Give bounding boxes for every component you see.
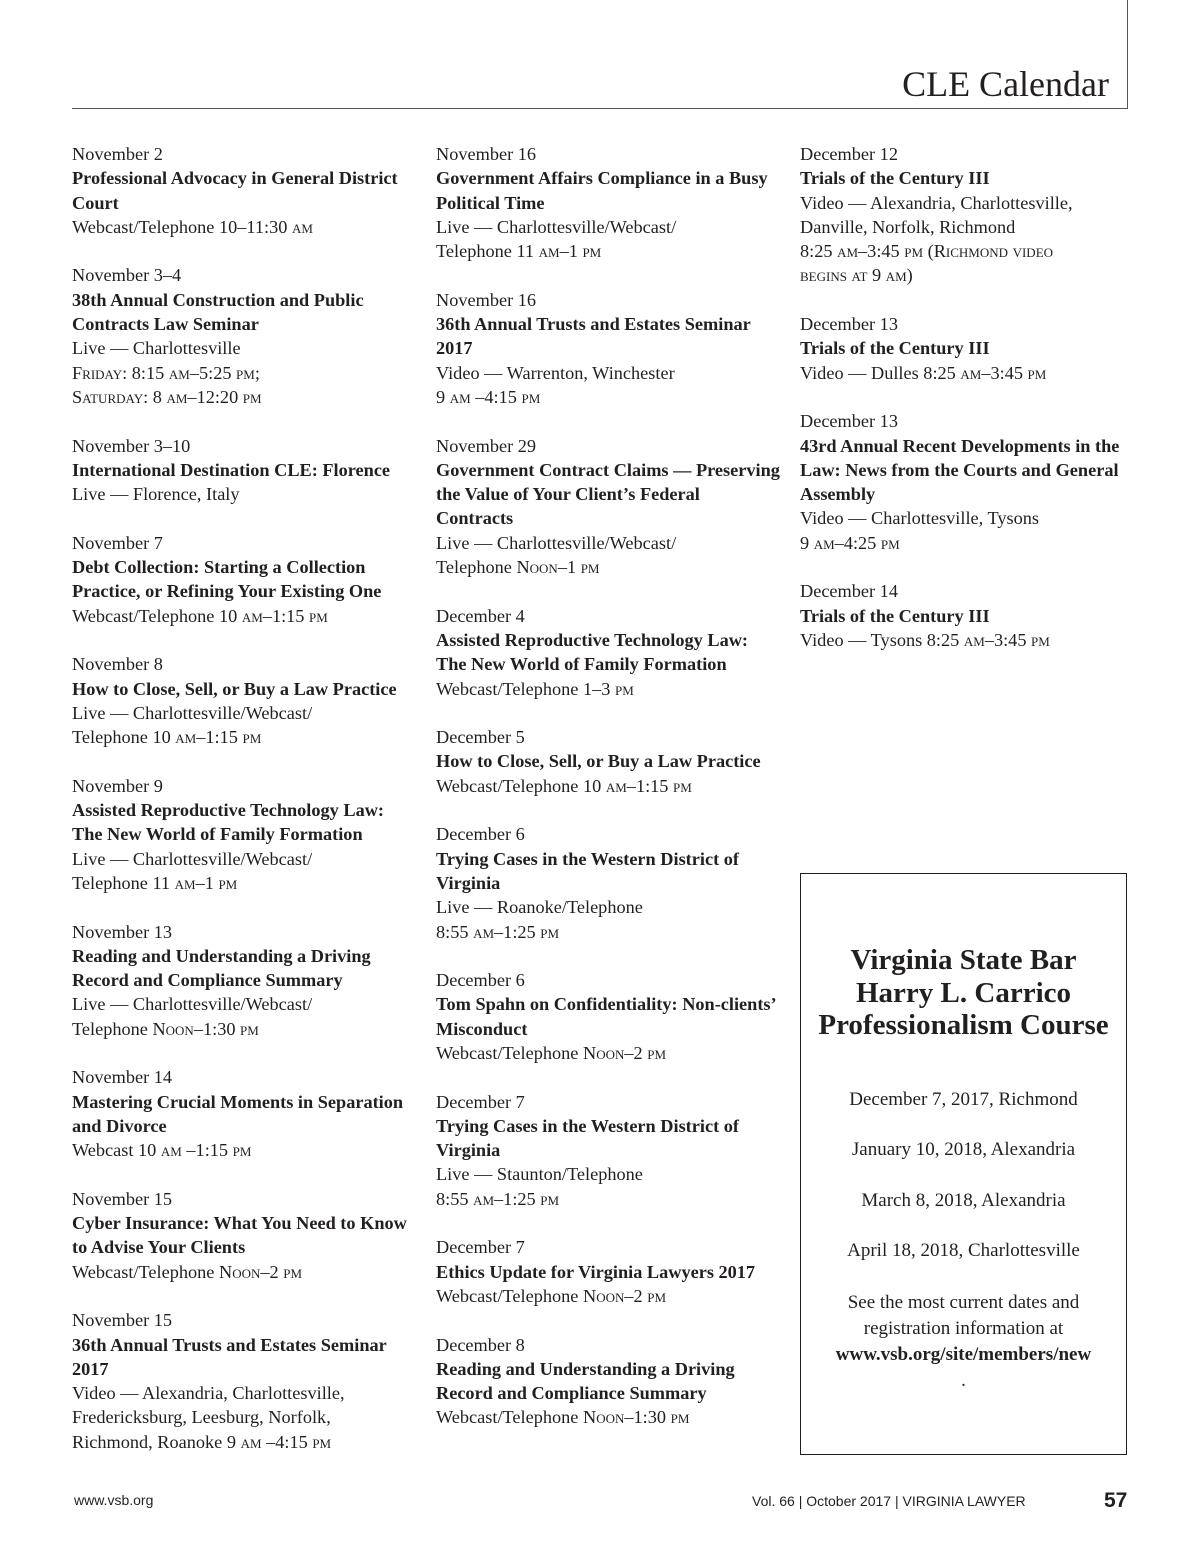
calendar-column-1 bbox=[72, 142, 417, 1478]
event-detail: Telephone 11 am–1 pm bbox=[436, 241, 602, 262]
event-detail: Video — Alexandria, Charlottesville, bbox=[800, 192, 1073, 213]
page-number: 57 bbox=[1104, 1489, 1128, 1512]
registration-link[interactable]: www.vsb.org/site/members/new bbox=[835, 1343, 1092, 1365]
event-date: November 16 bbox=[436, 289, 537, 310]
event-date: November 16 bbox=[436, 144, 537, 164]
event-detail: Video — Dulles 8:25 am–3:45 pm bbox=[800, 362, 1047, 383]
calendar-event bbox=[72, 531, 417, 628]
event-detail: Live — Charlottesville/Webcast/ bbox=[72, 994, 313, 1015]
event-title: How to Close, Sell, or Buy a Law Practice bbox=[72, 678, 397, 699]
event-detail: Video — Charlottesville, Tysons bbox=[800, 508, 1039, 529]
event-detail: Danville, Norfolk, Richmond bbox=[800, 216, 1016, 237]
event-date: November 29 bbox=[436, 435, 537, 456]
event-detail: Live — Florence, Italy bbox=[72, 484, 240, 505]
event-detail: Webcast/Telephone 10 am–1:15 pm bbox=[72, 605, 328, 626]
event-title: Assisted Reproductive Technology Law: The New World of Family Formation bbox=[436, 629, 748, 675]
event-date: November 2 bbox=[72, 144, 163, 164]
event-detail: begins at 9 am) bbox=[800, 265, 913, 286]
event-date: November 13 bbox=[72, 921, 173, 942]
event-title: International Destination CLE: Florence bbox=[72, 459, 391, 480]
event-detail: Webcast/Telephone Noon–2 pm bbox=[436, 1285, 667, 1306]
box-note bbox=[801, 1290, 1126, 1394]
event-date: December 12 bbox=[800, 144, 898, 164]
event-detail: Fredericksburg, Leesburg, Norfolk, bbox=[72, 1407, 331, 1428]
event-date: December 6 bbox=[436, 970, 525, 991]
box-title-line: Virginia State Bar bbox=[850, 944, 1077, 976]
event-title: Debt Collection: Starting a Collection Practice, or Refining Your Existing One bbox=[72, 557, 382, 602]
event-detail: Telephone 10 am–1:15 pm bbox=[72, 727, 262, 748]
event-date: November 9 bbox=[72, 775, 163, 796]
event-title: Government Contract Claims — Preserving the Value of Your Client’s Federal Contracts bbox=[436, 459, 780, 529]
event-detail: Richmond, Roanoke 9 am –4:15 pm bbox=[72, 1431, 332, 1452]
header-rule bbox=[72, 108, 1128, 109]
event-date: December 8 bbox=[436, 1334, 525, 1355]
calendar-event bbox=[72, 774, 417, 895]
box-note-line: registration information at bbox=[863, 1317, 1064, 1339]
box-note-line: See the most current dates and bbox=[847, 1291, 1080, 1313]
event-date: December 5 bbox=[436, 727, 525, 748]
event-detail: Webcast/Telephone Noon–2 pm bbox=[72, 1261, 303, 1282]
event-detail: Webcast 10 am –1:15 pm bbox=[72, 1140, 252, 1161]
event-title: Trying Cases in the Western District of Virginia bbox=[436, 1115, 739, 1161]
event-detail: Saturday: 8 am–12:20 pm bbox=[72, 386, 262, 407]
footer-site[interactable]: www.vsb.org bbox=[74, 1492, 154, 1508]
calendar-event bbox=[436, 604, 781, 701]
calendar-event bbox=[436, 434, 781, 580]
course-date: December 7, 2017, Richmond bbox=[849, 1088, 1078, 1110]
event-detail: 9 am–4:25 pm bbox=[800, 532, 900, 553]
event-title: Assisted Reproductive Technology Law: The New World of Family Formation bbox=[72, 800, 384, 845]
event-detail: Webcast/Telephone Noon–2 pm bbox=[436, 1042, 667, 1063]
box-title bbox=[801, 944, 1126, 1042]
event-title: Trying Cases in the Western District of Virginia bbox=[436, 848, 739, 893]
event-detail: 8:55 am–1:25 pm bbox=[436, 921, 560, 942]
calendar-event bbox=[72, 263, 417, 409]
event-date: December 4 bbox=[436, 605, 525, 626]
event-title: 36th Annual Trusts and Estates Seminar 2017 bbox=[72, 1334, 387, 1379]
event-title: 38th Annual Construction and Public Contracts Law Seminar bbox=[72, 289, 364, 335]
course-date: January 10, 2018, Alexandria bbox=[851, 1139, 1076, 1160]
calendar-event bbox=[800, 409, 1130, 555]
event-detail: Video — Alexandria, Charlottesville, bbox=[72, 1383, 345, 1404]
box-title-line: Professionalism Course bbox=[818, 1009, 1109, 1041]
event-title: Trials of the Century III bbox=[800, 605, 990, 626]
event-date: November 3–4 bbox=[72, 265, 182, 286]
event-title: 43rd Annual Recent Developments in the Law: News from the Courts and General Assembly bbox=[800, 435, 1120, 505]
event-title: Trials of the Century III bbox=[800, 338, 990, 359]
event-detail: 8:25 am–3:45 pm (Richmond video bbox=[800, 241, 1054, 262]
footer-issue: Vol. 66 | October 2017 | VIRGINIA LAWYER bbox=[752, 1493, 1026, 1509]
calendar-event bbox=[72, 1308, 417, 1454]
event-detail: Live — Charlottesville/Webcast/ bbox=[436, 532, 677, 553]
calendar-event bbox=[436, 142, 781, 263]
event-date: November 14 bbox=[72, 1067, 173, 1088]
event-title: Government Affairs Compliance in a Busy Political Time bbox=[436, 168, 768, 213]
event-detail: Live — Roanoke/Telephone bbox=[436, 897, 643, 918]
event-title: Professional Advocacy in General District Court bbox=[72, 168, 398, 213]
event-detail: Telephone 11 am–1 pm bbox=[72, 872, 238, 893]
calendar-event bbox=[436, 725, 781, 798]
calendar-event bbox=[436, 1235, 781, 1308]
event-title: Mastering Crucial Moments in Separation and Divorce bbox=[72, 1091, 404, 1136]
course-date: March 8, 2018, Alexandria bbox=[861, 1189, 1066, 1211]
event-detail: Live — Charlottesville/Webcast/ bbox=[72, 702, 313, 723]
event-detail: Telephone Noon–1:30 pm bbox=[72, 1018, 259, 1039]
event-detail: Video — Tysons 8:25 am–3:45 pm bbox=[800, 629, 1050, 650]
page-title: CLE Calendar bbox=[902, 64, 1109, 104]
calendar-event bbox=[72, 142, 417, 239]
calendar-event bbox=[800, 312, 1130, 385]
event-detail: Webcast/Telephone 10 am–1:15 pm bbox=[436, 775, 692, 796]
box-note-period: . bbox=[961, 1369, 966, 1391]
event-detail: Live — Staunton/Telephone bbox=[436, 1164, 643, 1185]
event-detail: Webcast/Telephone 10–11:30 am bbox=[72, 216, 313, 237]
event-title: Ethics Update for Virginia Lawyers 2017 bbox=[436, 1261, 756, 1282]
event-detail: Live — Charlottesville bbox=[72, 338, 241, 359]
calendar-event bbox=[436, 968, 781, 1065]
event-detail: Friday: 8:15 am–5:25 pm; bbox=[72, 362, 260, 383]
calendar-event bbox=[436, 1333, 781, 1430]
header-vertical-rule bbox=[1127, 0, 1128, 108]
event-date: December 13 bbox=[800, 314, 898, 335]
calendar-event bbox=[800, 142, 1130, 288]
professionalism-course-box bbox=[800, 873, 1127, 1455]
event-detail: Video — Warrenton, Winchester bbox=[436, 362, 675, 383]
event-title: Cyber Insurance: What You Need to Know to Advise Your Clients bbox=[72, 1213, 407, 1258]
event-date: December 7 bbox=[436, 1237, 525, 1258]
event-date: December 6 bbox=[436, 824, 525, 845]
event-title: Reading and Understanding a Driving Record and Compliance Summary bbox=[72, 945, 371, 991]
event-detail: Telephone Noon–1 pm bbox=[436, 557, 600, 578]
calendar-column-3 bbox=[800, 142, 1130, 677]
event-date: November 3–10 bbox=[72, 435, 191, 456]
calendar-event bbox=[436, 822, 781, 943]
event-title: Trials of the Century III bbox=[800, 168, 990, 189]
event-detail: Live — Charlottesville/Webcast/ bbox=[72, 848, 313, 869]
calendar-event bbox=[436, 288, 781, 409]
event-title: How to Close, Sell, or Buy a Law Practice bbox=[436, 751, 761, 772]
calendar-event bbox=[800, 579, 1130, 652]
calendar-event bbox=[436, 1090, 781, 1211]
calendar-event bbox=[72, 1187, 417, 1284]
calendar-event bbox=[72, 434, 417, 507]
event-detail: 9 am –4:15 pm bbox=[436, 386, 541, 407]
calendar-event bbox=[72, 652, 417, 749]
event-detail: Webcast/Telephone 1–3 pm bbox=[436, 678, 634, 699]
course-date: April 18, 2018, Charlottesville bbox=[847, 1240, 1080, 1261]
event-date: December 13 bbox=[800, 411, 898, 432]
box-dates bbox=[801, 1088, 1126, 1264]
event-date: November 8 bbox=[72, 654, 163, 675]
event-date: November 15 bbox=[72, 1188, 173, 1209]
calendar-event bbox=[72, 1065, 417, 1162]
box-title-line: Harry L. Carrico bbox=[855, 976, 1071, 1009]
event-detail: 8:55 am–1:25 pm bbox=[436, 1188, 560, 1209]
event-date: December 14 bbox=[800, 581, 898, 602]
event-title: Tom Spahn on Confidentiality: Non-clients’ Misconduct bbox=[436, 994, 776, 1039]
event-date: November 15 bbox=[72, 1310, 173, 1331]
box-note-url-line bbox=[801, 1342, 1126, 1394]
event-title: Reading and Understanding a Driving Record and Compliance Summary bbox=[436, 1358, 735, 1404]
calendar-column-2 bbox=[436, 142, 781, 1454]
event-date: December 7 bbox=[436, 1091, 525, 1112]
event-detail: Webcast/Telephone Noon–1:30 pm bbox=[436, 1407, 690, 1428]
calendar-event bbox=[72, 920, 417, 1041]
event-title: 36th Annual Trusts and Estates Seminar 2017 bbox=[436, 314, 751, 359]
event-date: November 7 bbox=[72, 532, 163, 553]
event-detail: Live — Charlottesville/Webcast/ bbox=[436, 216, 677, 237]
